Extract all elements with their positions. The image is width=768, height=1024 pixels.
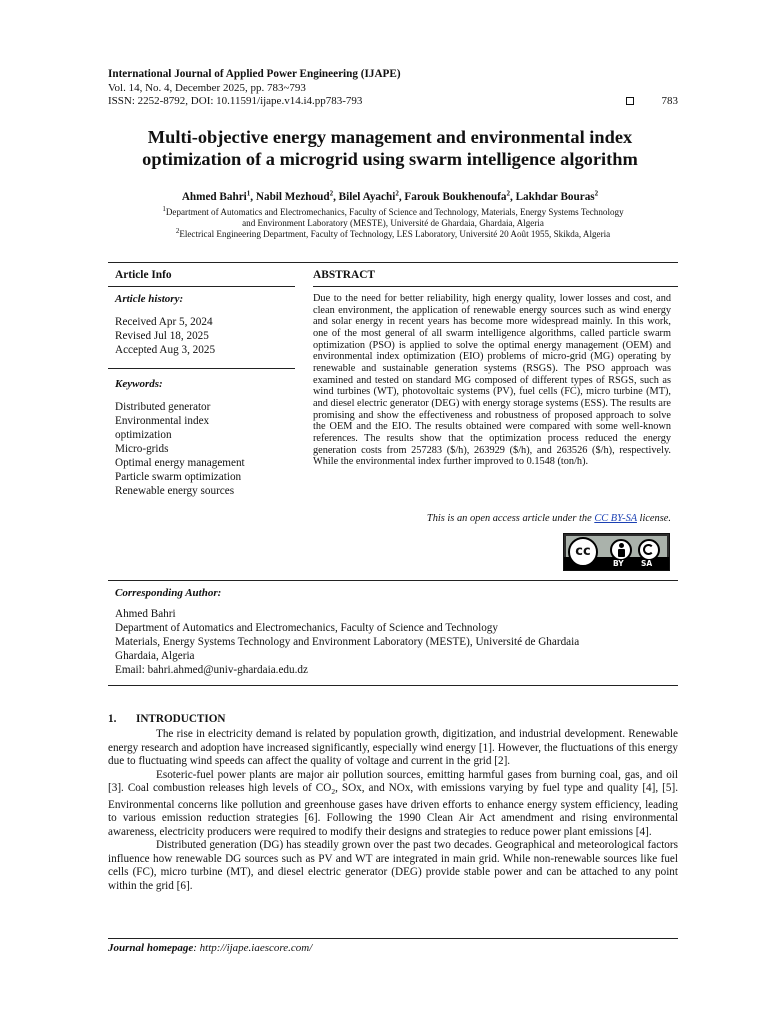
abstract-text: Due to the need for better reliability, high energy quality, lower losses and cost, and clean environment, the application of renewable energy sources such as wind energy and solar energy in recent years has become more widespread mainly. In this work, one of the most general of all swarm intelligence algorithms, called particle swarm optimization (PSO) is applied to solve the optimal energy management (OEM) and environmental index optimization (EIO) problems of micro-grid (MG) operating by renewable and sustainable generation systems (RSGS). The PSO approach was examined and tested on standard MG composed of different types of RSGS, such as wind turbines (WT), photovoltaic systems (PV), fuel cells (FC), micro turbine (MT), and diesel electric generator (DEG) with energy storage systems (ESS). The results are promising and show the effectiveness and robustness of proposed approach to solve the OEM and the EIO. The results obtained were compared with some well-known references. The results show that the optimization process reduced the energy generation costs from 257283 ($/h), 263929 ($/h), and 263526 ($/h), respectively. While the environmental index further improved to 0.1548 (ton/h). xyxy=(313,293,671,468)
author-affiliation-mark: 2 xyxy=(594,189,599,198)
article-history xyxy=(115,315,215,357)
homepage-label: Journal homepage xyxy=(108,942,194,954)
abstract-heading: ABSTRACT xyxy=(313,269,376,281)
affiliation-mark: 1 xyxy=(162,204,166,213)
title-line-2: optimization of a microgrid using swarm intelligence algorithm xyxy=(142,149,638,169)
affiliation-2 xyxy=(108,226,678,240)
keyword-item: optimization xyxy=(115,429,172,441)
info-heading-rule xyxy=(108,286,295,287)
article-history-label: Article history: xyxy=(115,293,184,305)
author-affiliation-mark: 2 xyxy=(506,189,510,198)
corresponding-location: Ghardaia, Algeria xyxy=(115,650,195,662)
author-separator: , xyxy=(333,191,339,203)
volume-info: Vol. 14, No. 4, December 2025, pp. 783~793 xyxy=(108,81,306,94)
journal-name: International Journal of Applied Power Engineering (IJAPE) xyxy=(108,68,401,80)
intro-paragraph-2-part-1: Esoteric-fuel power plants are major air pollution sources, emitting harmful gases from burning coal, gas, and oil [3]. Coal combustion releases high levels of CO xyxy=(108,768,678,794)
intro-paragraph-1: The rise in electricity demand is related by population growth, digitization, and industrial development. Renewable energy research and adoption have increased significantly, especially wind energy [1]. However, the fluctuations of this energy due to fluctuating wind speeds can affect the quality of voltage and current in the grid [2]. xyxy=(108,728,678,767)
keyword-item: Particle swarm optimization xyxy=(115,471,242,483)
intro-paragraph-2 xyxy=(108,769,678,840)
received-date: Received Apr 5, 2024 xyxy=(115,316,213,328)
abstract-heading-rule xyxy=(313,286,678,287)
corresponding-author-label: Corresponding Author: xyxy=(115,587,222,599)
author-name: Nabil Mezhoud xyxy=(255,191,330,203)
cc-icon: cc xyxy=(568,537,598,567)
affiliation-mark: 2 xyxy=(175,226,180,235)
corresponding-lab: Materials, Energy Systems Technology and Environment Laboratory (MESTE), Université de Ghardaia xyxy=(115,636,580,648)
author-name: Ahmed Bahri xyxy=(181,191,247,203)
cc-by-sa-link[interactable]: CC BY-SA xyxy=(594,513,637,524)
open-access-note xyxy=(313,513,671,524)
corresponding-dept: Department of Automatics and Electromechanics, Faculty of Science and Technology xyxy=(115,622,498,634)
section-title: INTRODUCTION xyxy=(136,713,226,725)
info-bottom-rule xyxy=(108,580,678,581)
affiliation-1 xyxy=(108,204,678,228)
affiliation-text: Electrical Engineering Department, Faculty of Technology, LES Laboratory, Université 20 Août 1955, Skikda, Algeria xyxy=(179,229,611,239)
keyword-list xyxy=(115,400,245,498)
homepage-url: : http://ijape.iaescore.com/ xyxy=(193,942,313,954)
paper-title xyxy=(90,126,690,170)
co2-subscript: 2 xyxy=(331,787,336,797)
author-affiliation-mark: 1 xyxy=(246,189,251,198)
title-line-1: Multi-objective energy management and environmental index xyxy=(147,127,633,147)
author-separator: , xyxy=(398,191,405,203)
author-name: Farouk Boukhenoufa xyxy=(404,191,507,203)
journal-header xyxy=(108,68,678,109)
history-rule xyxy=(108,368,295,369)
corresponding-bottom-rule xyxy=(108,685,678,686)
introduction-body xyxy=(108,728,678,893)
author-name: Lakhdar Bouras xyxy=(515,191,595,203)
corresponding-email[interactable]: Email: bahri.ahmed@univ-ghardaia.edu.dz xyxy=(115,664,308,676)
footer-rule xyxy=(108,938,678,939)
keywords-label: Keywords: xyxy=(115,378,163,390)
badge-sa-label: SA xyxy=(641,559,653,568)
keyword-item: Distributed generator xyxy=(115,401,211,413)
keyword-item: Micro-grids xyxy=(115,443,169,455)
keyword-item: Optimal energy management xyxy=(115,457,245,469)
keyword-item: Environmental index xyxy=(115,415,210,427)
section-heading-introduction xyxy=(108,713,226,725)
article-info-heading: Article Info xyxy=(115,269,172,281)
journal-homepage[interactable] xyxy=(108,942,312,954)
open-access-prefix: This is an open access article under the xyxy=(426,513,595,524)
accepted-date: Accepted Aug 3, 2025 xyxy=(115,344,216,356)
author-separator: , xyxy=(250,191,256,203)
author-separator: , xyxy=(510,191,516,203)
keyword-item: Renewable energy sources xyxy=(115,485,235,497)
corresponding-author-block xyxy=(115,607,579,677)
badge-by-label: BY xyxy=(613,559,624,568)
affiliation-text: and Environment Laboratory (MESTE), Université de Ghardaia, Ghardaia, Algeria xyxy=(242,217,544,228)
top-rule xyxy=(108,262,678,263)
square-bullet-icon xyxy=(626,97,634,105)
author-name: Bilel Ayachi xyxy=(338,191,396,203)
cc-license-badge[interactable] xyxy=(563,533,670,571)
section-number: 1. xyxy=(108,713,117,725)
affiliation-text: Department of Automatics and Electromechanics, Faculty of Science and Technology, Materials, Energy Systems Technology xyxy=(165,207,624,217)
issn-doi: ISSN: 2252-8792, DOI: 10.11591/ijape.v14.i4.pp783-793 xyxy=(108,95,363,107)
page-number: 783 xyxy=(661,95,678,107)
corresponding-name: Ahmed Bahri xyxy=(115,608,176,620)
issn-row xyxy=(108,95,678,109)
revised-date: Revised Jul 18, 2025 xyxy=(115,330,209,342)
intro-paragraph-2-part-2: , SOx, and NOx, with emissions varying by fuel type and quality [4], [5]. Environmental concerns like pollution and greenhouse gases have driven efforts to enhance energy system efficiency, leading to various emission reduction strategies [6]. Following the 1990 Clean Air Act amendment and rising environmental awareness, electricity producers were required to modify their designs and strategies to reduce power plant emissions [4]. xyxy=(108,782,678,838)
intro-paragraph-3: Distributed generation (DG) has steadily grown over the past two decades. Geographical and meteorological factors influence how renewable DG sources such as PV and WT are integrated in main grid. While non-renewable sources like fuel cells (FC), micro turbine (MT), and diesel electric generator (DEG) provide stable power and can be attached to any point within the grid [6]. xyxy=(108,839,678,892)
author-affiliation-mark: 2 xyxy=(329,189,334,198)
author-list xyxy=(90,191,690,203)
open-access-suffix: license. xyxy=(636,513,671,524)
author-affiliation-mark: 2 xyxy=(395,189,399,198)
